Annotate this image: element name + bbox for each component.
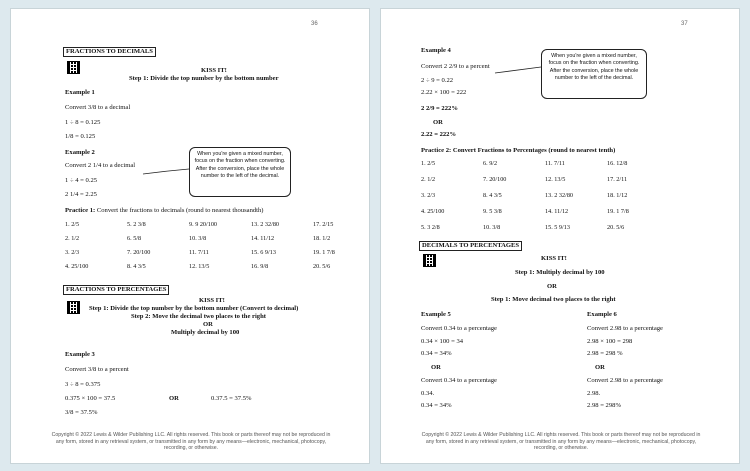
practice-item: 18. 1/12 (607, 192, 628, 199)
example-line: 3 ÷ 8 = 0.375 (65, 381, 101, 388)
example-line: 2 2/9 = 222% (421, 105, 458, 112)
kiss-heading: KISS IT! (199, 297, 225, 304)
example-line: 1/8 = 0.125 (65, 133, 96, 140)
practice-item: 17. 2/15 (313, 221, 334, 228)
step-text: Step 1: Move decimal two places to the right (491, 296, 616, 303)
or-label: OR (433, 119, 443, 126)
example-title: Example 6 (587, 311, 617, 318)
or-label: OR (431, 364, 441, 371)
example-title: Example 1 (65, 89, 95, 96)
section-title-fractions-to-decimals: FRACTIONS TO DECIMALS (63, 47, 156, 57)
practice-item: 11. 7/11 (189, 249, 209, 256)
practice-item: 5. 3 2/8 (421, 224, 440, 231)
practice-item: 14. 11/12 (251, 235, 275, 242)
practice-instructions: Convert the fractions to decimals (round to nearest thousandth) (96, 207, 264, 214)
practice-item: 5. 2 3/8 (127, 221, 146, 228)
practice-item: 2. 1/2 (65, 235, 80, 242)
example-title: Example 4 (421, 47, 451, 54)
step-text: Step 1: Divide the top number by the bottom number (Convert to decimal) (89, 305, 299, 312)
example-line: Convert 2 2/9 to a percent (421, 63, 490, 70)
example-line: 2.98 = 298% (587, 402, 621, 409)
page-left (10, 8, 370, 464)
practice-item: 16. 9/8 (251, 263, 269, 270)
example-line: 0.34 = 34% (421, 350, 452, 357)
example-line: Convert 0.34 to a percentage (421, 325, 497, 332)
step-text: Multiply decimal by 100 (171, 329, 240, 336)
practice-item: 20. 5/6 (607, 224, 625, 231)
example-line: Convert 3/8 to a decimal (65, 104, 131, 111)
example-line: 0.34 = 34% (421, 402, 452, 409)
practice-item: 15. 6 9/13 (251, 249, 276, 256)
practice-item: 13. 2 32/80 (251, 221, 280, 228)
callout-arrow-icon (141, 159, 191, 179)
example-line: Convert 2.98 to a percentage (587, 377, 663, 384)
step-text: OR (203, 321, 213, 328)
practice-item: 3. 2/3 (65, 249, 80, 256)
example-line: Convert 3/8 to a percent (65, 366, 129, 373)
section-title-decimals-to-percentages: DECIMALS TO PERCENTAGES (419, 241, 522, 251)
callout-arrow-icon (493, 64, 543, 78)
kiss-heading: KISS IT! (541, 255, 567, 262)
or-label: OR (169, 395, 179, 402)
example-line: 0.34. (421, 390, 435, 397)
example-line: 2.98 × 100 = 298 (587, 338, 633, 345)
step-text: Step 2: Move the decimal two places to the right (131, 313, 266, 320)
practice-item: 9. 5 3/8 (483, 208, 502, 215)
practice-heading (65, 207, 264, 215)
step-text: OR (547, 283, 557, 290)
example-line: 2.98 = 298 % (587, 350, 623, 357)
callout-box: When you're given a mixed number, focus on the fraction when converting. After the conversion, place the whole number to the left of the decimal. (541, 49, 647, 99)
example-title: Example 2 (65, 149, 95, 156)
practice-item: 20. 5/6 (313, 263, 331, 270)
practice-item: 6. 9/2 (483, 160, 498, 167)
callout-box: When you're given a mixed number, focus on the fraction when converting. After the conversion, place the whole number to the left of the decimal. (189, 147, 291, 197)
example-title: Example 3 (65, 351, 95, 358)
step-text: Step 1: Multiply decimal by 100 (515, 269, 605, 276)
kiss-heading: KISS IT! (201, 67, 227, 74)
example-line: 0.375 × 100 = 37.5 (65, 395, 116, 402)
practice-item: 10. 3/8 (483, 224, 501, 231)
qr-code-icon (423, 254, 436, 267)
practice-item: 8. 4 3/5 (483, 192, 502, 199)
practice-item: 7. 20/100 (127, 249, 151, 256)
practice-item: 3. 2/3 (421, 192, 436, 199)
practice-item: 2. 1/2 (421, 176, 436, 183)
copyright-notice: Copyright © 2022 Lewis & Wilder Publishing LLC. All rights reserved. This book or parts thereof may not be reproduced in any form, stored in any retrieval system, or transmitted in any form by any means—electronic, mechanical, photocopy, recording, or otherwise. (51, 432, 331, 452)
qr-code-icon (67, 301, 80, 314)
page-number: 36 (311, 21, 318, 27)
practice-item: 19. 1 7/8 (313, 249, 335, 256)
practice-item: 12. 13/5 (189, 263, 210, 270)
or-label: OR (595, 364, 605, 371)
practice-item: 12. 13/5 (545, 176, 566, 183)
example-line: 2.98. (587, 390, 601, 397)
practice-item: 13. 2 32/80 (545, 192, 574, 199)
step-text: Step 1: Divide the top number by the bottom number (129, 75, 279, 82)
practice-title: Practice 1: (65, 207, 96, 214)
example-line: Convert 2 1/4 to a decimal (65, 162, 136, 169)
example-title: Example 5 (421, 311, 451, 318)
example-line: Convert 2.98 to a percentage (587, 325, 663, 332)
practice-item: 17. 2/11 (607, 176, 628, 183)
section-title-fractions-to-percentages: FRACTIONS TO PERCENTAGES (63, 285, 169, 295)
practice-item: 1. 2/5 (65, 221, 80, 228)
example-line: 2.22 × 100 = 222 (421, 89, 467, 96)
practice-item: 9. 9 20/100 (189, 221, 218, 228)
practice-title: Practice 2: (421, 147, 452, 154)
example-line: 1 ÷ 4 = 0.25 (65, 177, 98, 184)
practice-item: 19. 1 7/8 (607, 208, 629, 215)
example-line: 0.37.5 = 37.5% (211, 395, 252, 402)
page-number: 37 (681, 21, 688, 27)
example-line: 2 1/4 = 2.25 (65, 191, 97, 198)
practice-item: 4. 25/100 (421, 208, 445, 215)
example-line: 2 ÷ 9 = 0.22 (421, 77, 454, 84)
example-line: 2.22 = 222% (421, 131, 457, 138)
example-line: 0.34 × 100 = 34 (421, 338, 464, 345)
practice-instructions: Convert Fractions to Percentages (round to nearest tenth) (452, 147, 616, 154)
practice-item: 16. 12/8 (607, 160, 628, 167)
example-line: Convert 0.34 to a percentage (421, 377, 497, 384)
practice-item: 14. 11/12 (545, 208, 569, 215)
practice-item: 8. 4 3/5 (127, 263, 146, 270)
copyright-notice: Copyright © 2022 Lewis & Wilder Publishing LLC. All rights reserved. This book or parts thereof may not be reproduced in any form, stored in any retrieval system, or transmitted in any form by any means—electronic, mechanical, photocopy, recording, or otherwise. (421, 432, 701, 452)
example-line: 3/8 = 37.5% (65, 409, 98, 416)
page-right (380, 8, 740, 464)
practice-item: 6. 5/8 (127, 235, 142, 242)
practice-heading (421, 147, 615, 155)
example-line: 1 ÷ 8 = 0.125 (65, 119, 101, 126)
practice-item: 1. 2/5 (421, 160, 436, 167)
practice-item: 11. 7/11 (545, 160, 565, 167)
practice-item: 4. 25/100 (65, 263, 89, 270)
practice-item: 18. 1/2 (313, 235, 331, 242)
practice-item: 15. 5 9/13 (545, 224, 570, 231)
practice-item: 7. 20/100 (483, 176, 507, 183)
practice-item: 10. 3/8 (189, 235, 207, 242)
qr-code-icon (67, 61, 80, 74)
